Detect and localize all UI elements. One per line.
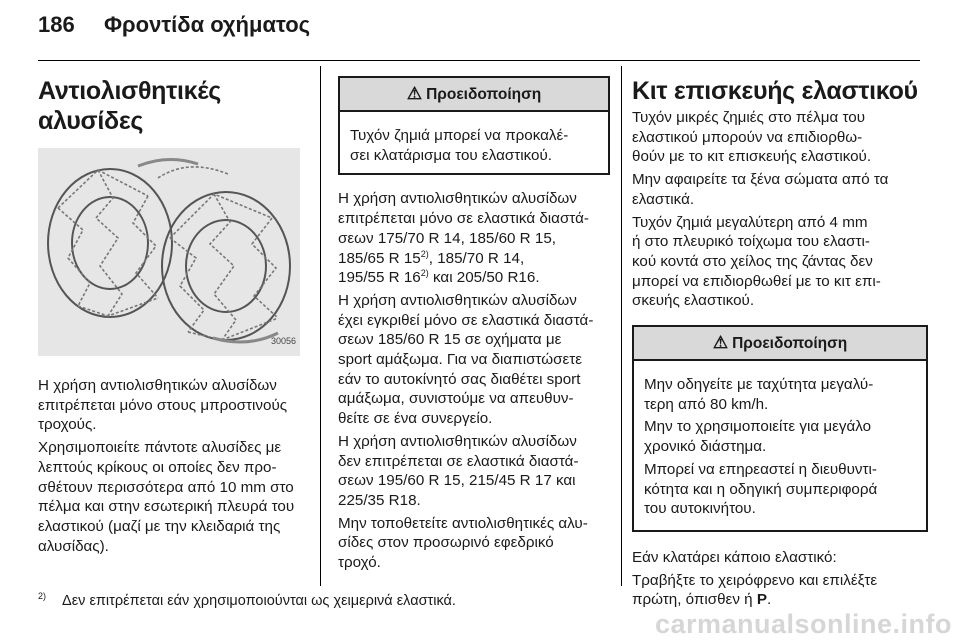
page-header [38, 12, 310, 38]
figure-id: 30056 [270, 336, 296, 347]
paragraph: Τραβήξτε το χειρόφρενο και επιλέξτε πρώτη, όπισθεν ή P. [632, 571, 878, 609]
paragraph: Μην τοποθετείτε αντιολισθητικές αλυ- σίδες στον προσωρινό εφεδρικό τροχό. [338, 514, 588, 572]
warning-box [632, 325, 928, 532]
column-snow-chains [38, 76, 308, 559]
paragraph: Μην αφαιρείτε τα ξένα σώματα από τα ελαστικά. [632, 171, 889, 208]
header-rule [38, 60, 920, 61]
tyre-repair-kit-heading: Κιτ επισκευής ελαστικού [632, 77, 918, 105]
warning-header [340, 78, 608, 112]
page-number: 186 [38, 12, 75, 37]
snow-chains-drawing [38, 148, 300, 356]
warning-title: Προειδοποίηση [426, 86, 542, 103]
section-title: Φροντίδα οχήματος [104, 12, 311, 37]
warning-text: Τυχόν ζημιά μπορεί να προκαλέ- σει κλατάρισμα του ελαστικού. [350, 127, 569, 164]
column-divider [320, 66, 321, 586]
warning-header [634, 327, 926, 361]
warning-text: Μην οδηγείτε με ταχύτητα μεγαλύ- τερη από 80 km/h. Μην το χρησιμοποιείτε για μεγάλο χρονικό διάστημα. Μπορεί να επηρεαστεί η διευθυντι- κότητα και η οδηγική συμπεριφορά του αυτοκινήτου. [644, 376, 878, 518]
warning-triangle-icon: ⚠ [712, 333, 729, 353]
paragraph: Η χρήση αντιολισθητικών αλυσίδων δεν επιτρέπεται σε ελαστικά διαστά- σεων 195/60 R 15, 215/45 R 17 και 225/35 R18. [338, 432, 579, 509]
footnote-ref: 2) [420, 268, 429, 279]
paragraph: Εάν κλατάρει κάποιο ελαστικό: [632, 548, 837, 566]
column-tyre-repair-kit [632, 76, 928, 613]
footnote-mark: 2) [38, 591, 47, 601]
column-chain-sizes [338, 76, 610, 576]
paragraph: Τυχόν ζημιά μεγαλύτερη από 4 mm ή στο πλευρικό τοίχωμα του ελαστι- κού κοντά στο χείλος της ζάντας δεν μπορεί να επιδιορθωθεί με το κιτ επι- σκευής ελαστικού. [632, 213, 881, 310]
footnote-text: Δεν επιτρέπεται εάν χρησιμοποιούνται ως χειμερινά ελαστικά. [62, 592, 456, 609]
paragraph: Χρησιμοποιείτε πάντοτε αλυσίδες με λεπτούς κρίκους οι οποίες δεν προ- σθέτουν περισσότερα από 10 mm στο πέλμα και στην εσωτερική πλευρά του ελαστικού (μαζί με την κλειδαριά της αλυσίδας). [38, 439, 295, 555]
paragraph: Η χρήση αντιολισθητικών αλυσίδων επιτρέπεται μόνο στους μπροστινούς τροχούς. [38, 377, 288, 434]
gear-p: P [756, 591, 767, 609]
watermark: carmanualsonline.info [654, 609, 952, 639]
footnote [38, 591, 456, 609]
footnote-ref: 2) [420, 248, 429, 259]
paragraph: Η χρήση αντιολισθητικών αλυσίδων επιτρέπεται μόνο σε ελαστικά διαστά- σεων 175/70 R 14, 185/60 R 15, 185/65 R 15$^{2)}$, 185/70 R 14, 195/55 R 16$^{2)}$ και 205/50 R16. [338, 190, 589, 287]
warning-triangle-icon: ⚠ [406, 84, 423, 103]
warning-title: Προειδοποίηση [732, 335, 848, 353]
snow-chains-heading: Αντιολισθητικές αλυσίδες [38, 77, 221, 135]
snow-chains-illustration [38, 148, 300, 356]
paragraph: Τυχόν μικρές ζημιές στο πέλμα του ελαστικού μπορούν να επιδιορθω- θούν με το κιτ επισκευής ελαστικού. [632, 109, 872, 166]
paragraph: Η χρήση αντιολισθητικών αλυσίδων έχει εγκριθεί μόνο σε ελαστικά διαστά- σεων 185/60 R 15 σε οχήματα με sport αμάξωμα. Για να διαπιστώσετε εάν το αυτοκίνητό σας διαθέτει sport αμάξωμα, συνιστούμε να απευθυν- θείτε σε ένα συνεργείο. [338, 291, 594, 428]
column-divider [621, 66, 622, 586]
warning-box [338, 76, 610, 175]
